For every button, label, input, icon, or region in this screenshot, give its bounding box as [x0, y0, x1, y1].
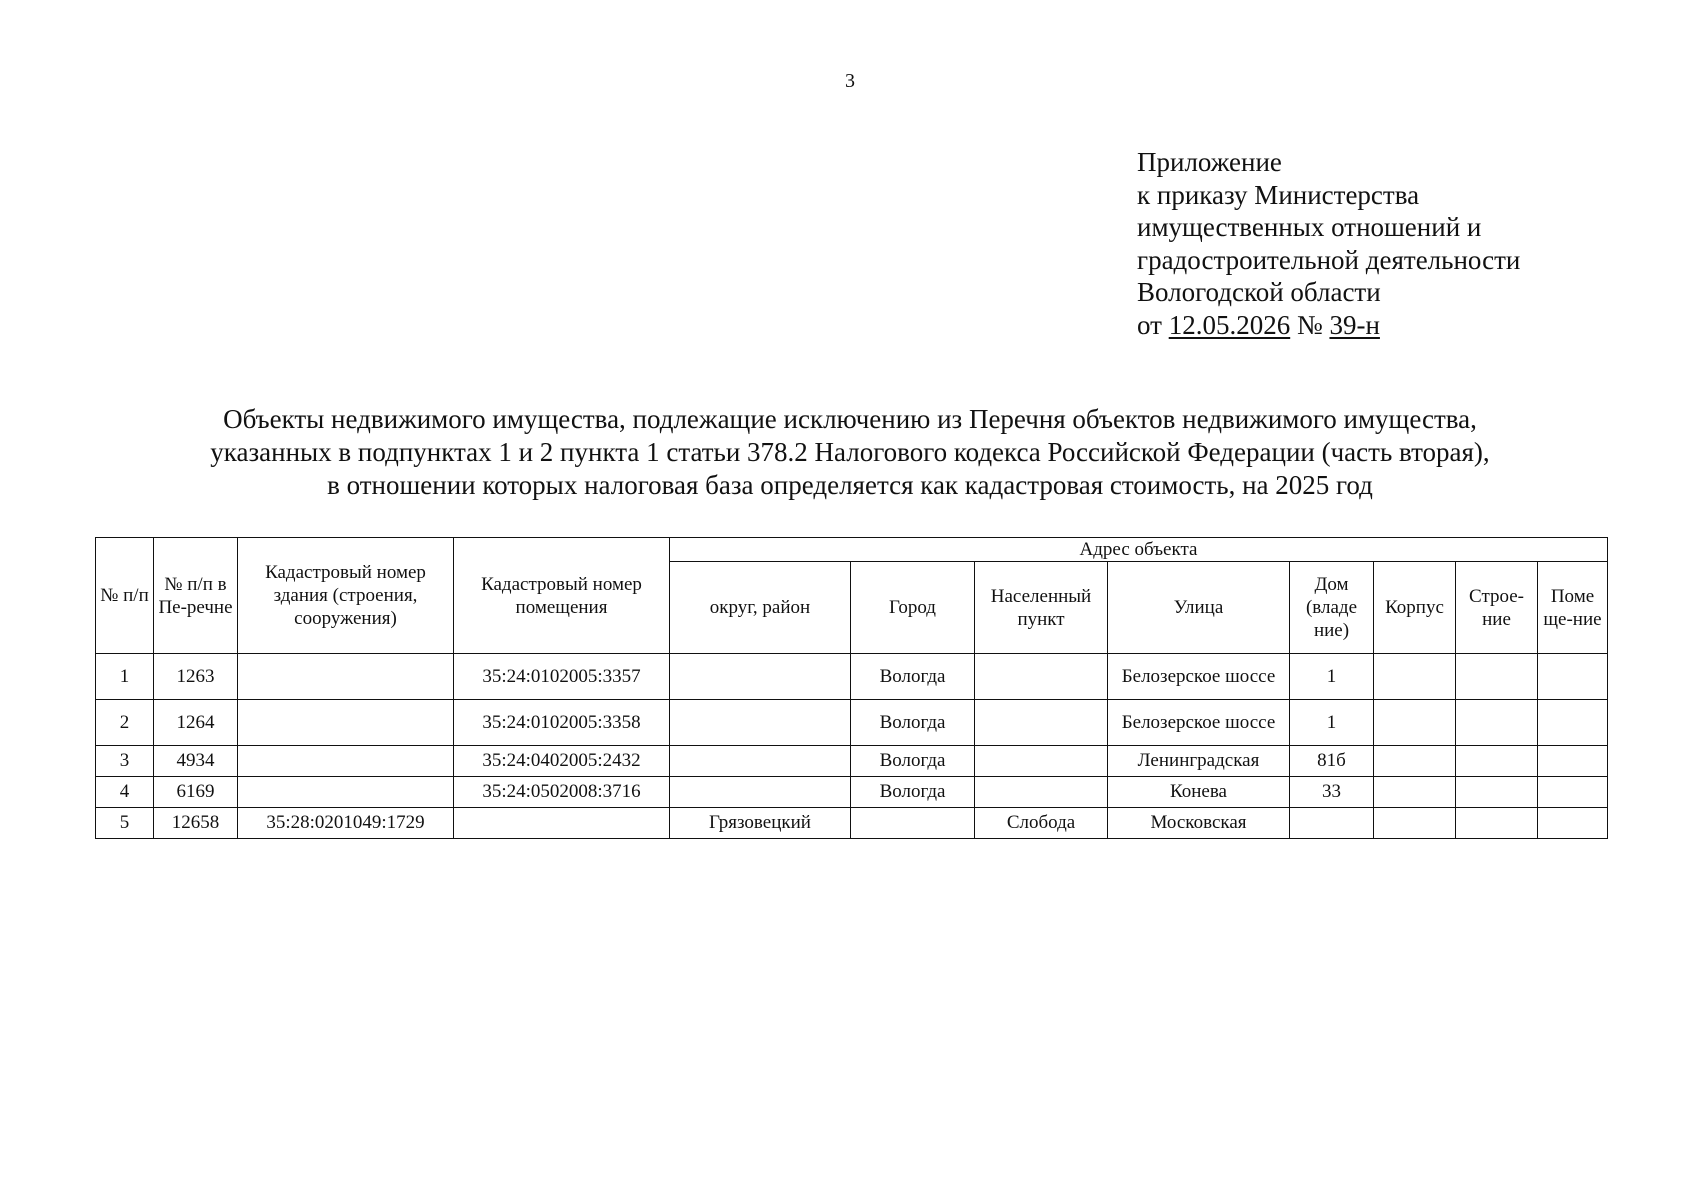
- cell-house: 33: [1290, 777, 1374, 808]
- appendix-line-1: Приложение: [1137, 147, 1282, 177]
- cell-pomeshchenie: [1538, 808, 1608, 839]
- table-row: [96, 654, 1608, 700]
- cell-district: [670, 746, 851, 777]
- cell-korpus: [1374, 654, 1456, 700]
- header-house: Дом (владе ние): [1290, 562, 1374, 654]
- cell-korpus: [1374, 808, 1456, 839]
- appendix-order-date-line: [1137, 309, 1520, 342]
- cell-premises-cadastral: 35:24:0102005:3357: [454, 654, 670, 700]
- cell-num: 4: [96, 777, 154, 808]
- cell-city: Вологда: [851, 654, 975, 700]
- header-street: Улица: [1108, 562, 1290, 654]
- cell-building-cadastral: [238, 654, 454, 700]
- cell-num: 5: [96, 808, 154, 839]
- cell-city: Вологда: [851, 746, 975, 777]
- cell-settlement: [975, 746, 1108, 777]
- header-stroenie: Строе-ние: [1456, 562, 1538, 654]
- cell-premises-cadastral: 35:24:0102005:3358: [454, 700, 670, 746]
- cell-stroenie: [1456, 700, 1538, 746]
- cell-stroenie: [1456, 777, 1538, 808]
- cell-list-num: 1264: [154, 700, 238, 746]
- cell-num: 3: [96, 746, 154, 777]
- cell-building-cadastral: [238, 700, 454, 746]
- order-number: 39-н: [1329, 309, 1380, 340]
- header-korpus: Корпус: [1374, 562, 1456, 654]
- cell-stroenie: [1456, 654, 1538, 700]
- title-line-1: Объекты недвижимого имущества, подлежащие исключению из Перечня объектов недвижимого имущества,: [223, 404, 1477, 434]
- cell-korpus: [1374, 777, 1456, 808]
- title-line-3: в отношении которых налоговая база определяется как кадастровая стоимость, на 2025 год: [327, 470, 1373, 500]
- document-title: [0, 403, 1700, 502]
- table-row: [96, 746, 1608, 777]
- cell-stroenie: [1456, 808, 1538, 839]
- cell-district: [670, 777, 851, 808]
- header-district: округ, район: [670, 562, 851, 654]
- date-prefix: от: [1137, 309, 1162, 340]
- cell-house: 1: [1290, 700, 1374, 746]
- cell-district: Грязовецкий: [670, 808, 851, 839]
- number-sign: №: [1296, 309, 1323, 340]
- cell-street: Конева: [1108, 777, 1290, 808]
- cell-num: 2: [96, 700, 154, 746]
- header-premises-cadastral: Кадастровый номер помещения: [454, 538, 670, 654]
- cell-list-num: 12658: [154, 808, 238, 839]
- cell-house: [1290, 808, 1374, 839]
- cell-list-num: 4934: [154, 746, 238, 777]
- appendix-line-5: Вологодской области: [1137, 277, 1381, 307]
- cell-city: Вологда: [851, 777, 975, 808]
- cell-house: 1: [1290, 654, 1374, 700]
- cell-district: [670, 654, 851, 700]
- cell-pomeshchenie: [1538, 777, 1608, 808]
- header-address: Адрес объекта: [670, 538, 1608, 562]
- table-row: [96, 700, 1608, 746]
- cell-pomeshchenie: [1538, 700, 1608, 746]
- cell-premises-cadastral: 35:24:0402005:2432: [454, 746, 670, 777]
- header-list-num: № п/п в Пе-речне: [154, 538, 238, 654]
- cell-street: Ленинградская: [1108, 746, 1290, 777]
- header-num: № п/п: [96, 538, 154, 654]
- cell-settlement: [975, 777, 1108, 808]
- appendix-line-2: к приказу Министерства: [1137, 179, 1420, 210]
- cell-korpus: [1374, 746, 1456, 777]
- header-city: Город: [851, 562, 975, 654]
- cell-house: 81б: [1290, 746, 1374, 777]
- table-row: [96, 777, 1608, 808]
- cell-city: Вологда: [851, 700, 975, 746]
- appendix-line-3: имущественных отношений и: [1137, 212, 1482, 242]
- header-settlement: Населенный пункт: [975, 562, 1108, 654]
- header-row-1: [96, 538, 1608, 562]
- cell-building-cadastral: [238, 777, 454, 808]
- page-number: 3: [845, 70, 855, 92]
- cell-street: Белозерское шоссе: [1108, 654, 1290, 700]
- cell-pomeshchenie: [1538, 746, 1608, 777]
- cell-premises-cadastral: 35:24:0502008:3716: [454, 777, 670, 808]
- cell-district: [670, 700, 851, 746]
- cell-building-cadastral: [238, 746, 454, 777]
- cell-premises-cadastral: [454, 808, 670, 839]
- appendix-block: [1137, 146, 1520, 341]
- cell-num: 1: [96, 654, 154, 700]
- objects-table: [95, 537, 1608, 839]
- cell-building-cadastral: 35:28:0201049:1729: [238, 808, 454, 839]
- cell-street: Московская: [1108, 808, 1290, 839]
- cell-settlement: Слобода: [975, 808, 1108, 839]
- cell-list-num: 6169: [154, 777, 238, 808]
- title-line-2: указанных в подпунктах 1 и 2 пункта 1 статьи 378.2 Налогового кодекса Российской Федерации (часть вторая),: [210, 437, 1490, 467]
- cell-street: Белозерское шоссе: [1108, 700, 1290, 746]
- cell-stroenie: [1456, 746, 1538, 777]
- cell-settlement: [975, 700, 1108, 746]
- cell-list-num: 1263: [154, 654, 238, 700]
- cell-pomeshchenie: [1538, 654, 1608, 700]
- cell-city: [851, 808, 975, 839]
- table-row: [96, 808, 1608, 839]
- appendix-line-4: градостроительной деятельности: [1137, 244, 1521, 275]
- header-pomeshchenie: Поме ще-ние: [1538, 562, 1608, 654]
- order-date: 12.05.2026: [1168, 309, 1291, 340]
- header-building-cadastral: Кадастровый номер здания (строения, сооружения): [238, 538, 454, 654]
- cell-korpus: [1374, 700, 1456, 746]
- cell-settlement: [975, 654, 1108, 700]
